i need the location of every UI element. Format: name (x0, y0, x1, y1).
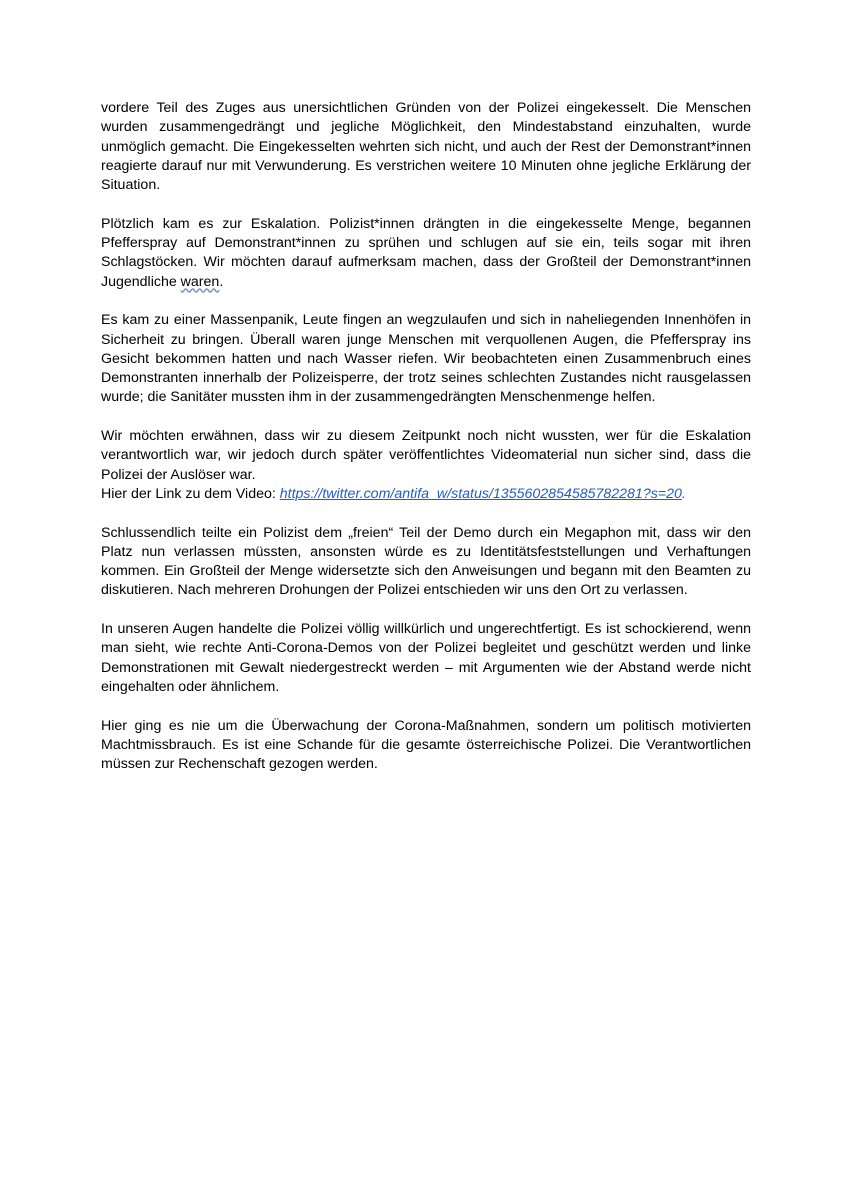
paragraph-kettle: vordere Teil des Zuges aus unersichtlichen Gründen von der Polizei eingekesselt. Die Menschen wurden zusammengedrängt und jegliche Möglichkeit, den Mindestabstand einzuhalten, wurde unmöglich gemacht. Die Eingekesselten wehrten sich nicht, und auch der Rest der Demonstrant*innen reagierte darauf nur mit Verwunderung. Es verstrichen weitere 10 Minuten ohne jegliche Erklärung der Situation. (101, 100, 751, 194)
paragraph-panic: Es kam zu einer Massenpanik, Leute fingen an wegzulaufen und sich in naheliegenden Innenhöfen in Sicherheit zu bringen. Überall waren junge Menschen mit verquollenen Augen, die Pfefferspray ins Gesicht bekommen hatten und nach Wasser riefen. Wir beobachteten einen Zusammenbruch eines Demonstranten innerhalb der Polizeisperre, der trotz seines schlechten Zustandes nicht rausgelassen wurde; die Sanitäter mussten ihm in der zusammengedrängten Menschenmenge helfen. (101, 312, 751, 406)
paragraph-escalation-end: . (219, 273, 224, 290)
video-link[interactable]: https://twitter.com/antifa_w/status/1355602854585782281?s=20 (279, 485, 682, 502)
paragraph-escalation (101, 215, 751, 292)
document-body (101, 99, 751, 794)
video-link-prefix: Hier der Link zu dem Video: (101, 485, 280, 502)
paragraph-video-evidence: Wir möchten erwähnen, dass wir zu diesem Zeitpunkt noch nicht wussten, wer für die Eskalation verantwortlich war, wir jedoch durch später veröffentlichtes Videomaterial nun sicher sind, dass die Polizei der Auslöser war. (101, 428, 751, 483)
paragraph-video-link-line (101, 485, 751, 504)
paragraph-opinion: In unseren Augen handelte die Polizei völlig willkürlich und ungerechtfertigt. Es ist schockierend, wenn man sieht, wie rechte Anti-Corona-Demos von der Polizei begleitet und geschützt werden und linke Demonstrationen mit Gewalt niedergestreckt werden – mit Argumenten wie der Abstand werde nicht eingehalten oder ähnlichem. (101, 621, 751, 695)
paragraph-megaphone: Schlussendlich teilte ein Polizist dem „freien“ Teil der Demo durch ein Megaphon mit, dass wir den Platz nun verlassen müssten, ansonsten würde es zu Identitätsfeststellungen und Verhaftungen kommen. Ein Großteil der Menge widersetzte sich den Anweisungen und begann mit den Beamten zu diskutieren. Nach mehreren Drohungen der Polizei entschieden wir uns den Ort zu verlassen. (101, 524, 751, 599)
spellcheck-marked-word[interactable]: waren (180, 273, 220, 290)
paragraph-escalation-text: Plötzlich kam es zur Eskalation. Polizist*innen drängten in die eingekesselte Menge, begannen Pfefferspray auf Demonstrant*innen zu sprühen und schlugen auf sie ein, teils sogar mit ihren Schlagstöcken. Wir möchten darauf aufmerksam machen, dass der Großteil der Demonstrant*innen Jugendliche (101, 215, 751, 290)
paragraph-conclusion: Hier ging es nie um die Überwachung der Corona-Maßnahmen, sondern um politisch motivierten Machtmissbrauch. Es ist eine Schande für die gesamte österreichische Polizei. Die Verantwortlichen müssen zur Rechenschaft gezogen werden. (101, 717, 751, 773)
video-link-suffix: . (681, 485, 686, 502)
